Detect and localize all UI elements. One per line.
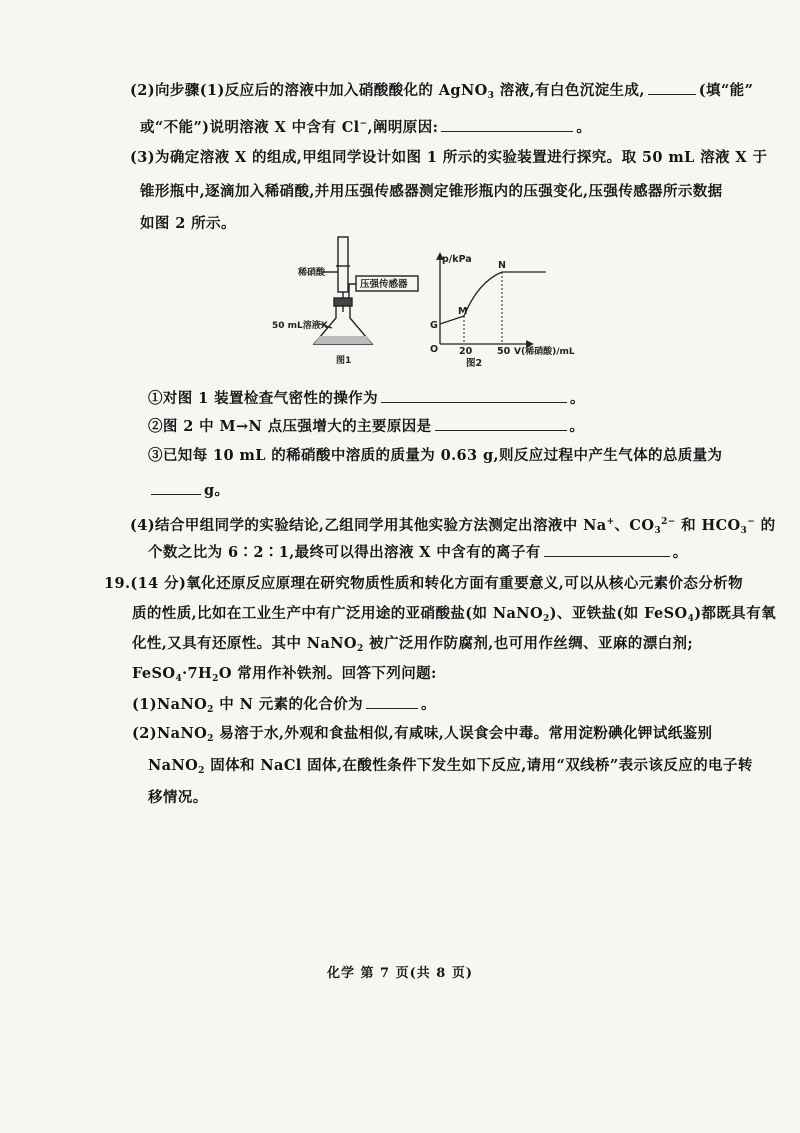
q18-part3-sub3-line1: ③已知每 10 mL 的稀硝酸中溶质的质量为 0.63 g,则反应过程中产生气体的总质量为	[148, 447, 723, 464]
point-m-label: M	[458, 306, 468, 317]
q18-part2-line2: 或“不能”)说明溶液 X 中含有 Cl−,阐明原因: 。	[140, 119, 592, 136]
answer-blank[interactable]	[648, 80, 696, 95]
page-footer: 化学 第 7 页(共 8 页)	[326, 966, 474, 981]
x-tick-50: 50	[497, 346, 511, 357]
figure-1-apparatus	[250, 232, 430, 372]
label-dilute-nitric-acid: 稀硝酸	[298, 268, 326, 278]
q18-part4-line2: 个数之比为 6∶2∶1,最终可以得出溶液 X 中含有的离子有 。	[148, 544, 688, 561]
q18-part4-line1: (4)结合甲组同学的实验结论,乙组同学用其他实验方法测定出溶液中 Na+、$CO_3^{2-}$ 和 $HCO_3^-$ 的	[130, 517, 776, 536]
label-pressure-sensor: 压强传感器	[360, 279, 408, 290]
q18-part2-line1: (2)向步骤(1)反应后的溶液中加入硝酸酸化的 AgNO$_3$ 溶液,有白色沉淀生成, (填“能”	[130, 82, 754, 101]
x-axis-label: V(稀硝酸)/mL	[514, 347, 575, 357]
curve-segment-gm	[440, 316, 464, 324]
q19-part2-line3: 移情况。	[148, 789, 208, 806]
dropping-funnel	[338, 237, 348, 292]
answer-blank[interactable]	[435, 416, 567, 431]
q19-intro-line2: 质的性质,比如在工业生产中有广泛用途的亚硝酸盐(如 NaNO$_2$)、亚铁盐(如 FeSO$_4$)都既具有氧	[132, 605, 777, 624]
point-g-label: G	[430, 320, 438, 331]
q18-part3-sub3-line2: g。	[148, 480, 229, 501]
answer-blank[interactable]	[151, 480, 201, 495]
figure-2-pressure-graph	[420, 248, 590, 372]
answer-blank[interactable]	[544, 542, 670, 557]
q18-part3-line3: 如图 2 所示。	[140, 215, 236, 232]
stopper	[334, 298, 352, 306]
origin-label: O	[430, 344, 439, 355]
answer-blank[interactable]	[381, 388, 567, 403]
figure-2-caption: 图2	[466, 358, 483, 369]
q19-intro-line3: 化性,又具有还原性。其中 NaNO$_2$ 被广泛用作防腐剂,也可用作丝绸、亚麻的漂白剂;	[132, 635, 694, 654]
q19-intro-line4: $FeSO_4\cdot 7H_2O$ 常用作补铁剂。回答下列问题:	[132, 665, 437, 684]
q19-part2-line1: (2)NaNO$_2$ 易溶于水,外观和食盐相似,有咸味,人误食会中毒。常用淀粉碘化钾试纸鉴别	[132, 725, 713, 744]
label-solution-x: 50 mL溶液X	[272, 321, 328, 331]
flask-liquid	[314, 336, 372, 344]
q18-part3-sub2: ②图 2 中 M→N 点压强增大的主要原因是 。	[148, 418, 585, 435]
point-n-label: N	[498, 260, 506, 271]
q19-part2-line2: NaNO$_2$ 固体和 NaCl 固体,在酸性条件下发生如下反应,请用“双线桥”表示该反应的电子转	[148, 757, 753, 776]
curve-segment-mn	[464, 272, 502, 316]
y-axis-label: p/kPa	[442, 254, 472, 265]
q18-part3-sub1: ①对图 1 装置检查气密性的操作为 。	[148, 390, 585, 407]
q19-intro-line1: 19.(14 分)氧化还原反应原理在研究物质性质和转化方面有重要意义,可以从核心元素价态分析物	[104, 575, 744, 592]
answer-blank[interactable]	[441, 117, 573, 132]
figure-1-caption: 图1	[336, 356, 352, 366]
q18-part3-line2: 锥形瓶中,逐滴加入稀硝酸,并用压强传感器测定锥形瓶内的压强变化,压强传感器所示数据	[140, 183, 723, 200]
q18-part3-line1: (3)为确定溶液 X 的组成,甲组同学设计如图 1 所示的实验装置进行探究。取 50 mL 溶液 X 于	[130, 149, 768, 166]
q19-part1: (1)NaNO$_2$ 中 N 元素的化合价为 。	[132, 696, 436, 715]
answer-blank[interactable]	[366, 694, 418, 709]
x-tick-20: 20	[459, 346, 473, 357]
